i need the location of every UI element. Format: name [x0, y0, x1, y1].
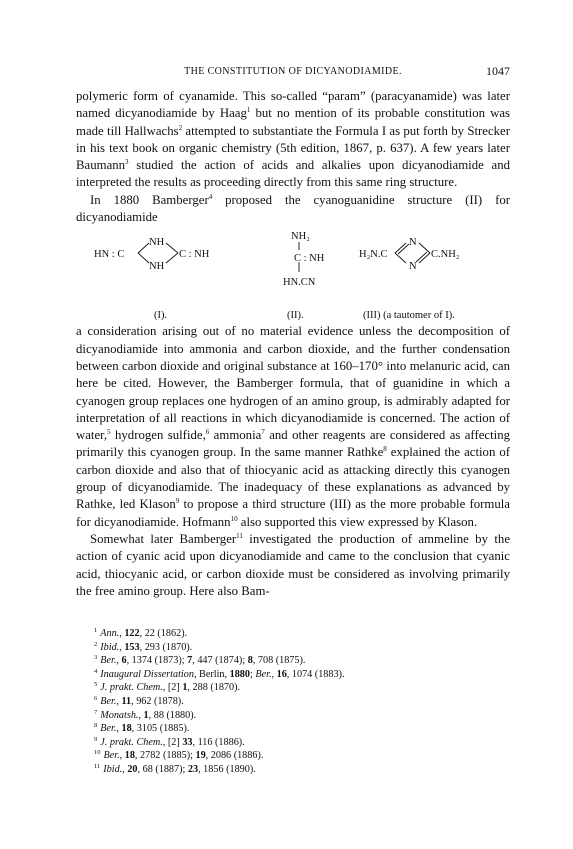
- formula-1-left: HN : C: [94, 249, 125, 261]
- footnote-text: ,: [119, 750, 125, 762]
- structural-formulas: [76, 228, 510, 321]
- footnote-text: ;: [249, 668, 256, 680]
- footnote-text: Ber.: [100, 695, 117, 707]
- page-number: 1047: [486, 64, 510, 78]
- footnote-text: 16: [276, 668, 287, 680]
- footnote-ref: 7: [261, 428, 265, 437]
- text-run: but no mention of its probable constitution was made till Hallwachs: [76, 106, 510, 138]
- text-run: polymeric form of cyanamide. This so-called “param” (paracyanamide) was later named dicyanodiamide by Haag: [76, 89, 510, 121]
- footnote: [94, 749, 514, 763]
- footnote-text: , 88 (1880).: [148, 709, 197, 721]
- formula-3-bottom: N: [409, 261, 417, 273]
- text-run: a consideration arising out of no material evidence unless the decomposition of dicyanodiamide into ammonia and carbon dioxide, and the further condensation between carbon dioxide and original substance at 160–170° into melanuric acid, can here be cited. However, the Bamberger formula, that of guanidine in which a cyanogen group replaces one hydrogen of an amino group, is admirably adapted for interpretation of all reactions in which dicyanodiamide is concerned. The action of water,: [76, 324, 510, 443]
- paragraph-2: [76, 192, 510, 227]
- bond-line: [138, 243, 149, 253]
- caption-iii: (III) (a tautomer of I).: [363, 310, 455, 322]
- text-run: attempted to substantiate the Formula I as put forth by Strecker in his text book on organic chemistry (5th edition, 1867, p. 637). A few years later Baumann: [76, 123, 510, 173]
- footnote-text: Ber.: [100, 723, 117, 735]
- footnote-text: ,: [271, 668, 277, 680]
- footnote-number: 9: [94, 735, 98, 743]
- footnote-text: , 2086 (1886).: [205, 750, 264, 762]
- footnote-text: ,: [119, 641, 125, 653]
- formula-2-middle: C : NH: [294, 253, 325, 265]
- text-run: studied the action of acids and alkalies upon dicyanodiamide and interpreted the results as proceeding directly from this same ring structure.: [76, 158, 510, 190]
- footnote-text: 19: [195, 750, 206, 762]
- formula-2-bottom: HN.CN: [283, 277, 316, 289]
- footnote: [94, 763, 514, 777]
- bond-line: [395, 253, 406, 263]
- footnote-ref: 3: [125, 158, 129, 167]
- footnote: [94, 709, 514, 723]
- footnote-number: 3: [94, 654, 98, 662]
- footnotes: [94, 627, 514, 777]
- footnote-text: , 288 (1870).: [187, 682, 241, 694]
- text-run: In 1880 Bamberger: [90, 192, 209, 207]
- footnote-number: 6: [94, 694, 98, 702]
- footnote-text: Ann.: [100, 628, 120, 639]
- footnote-ref: 10: [230, 514, 238, 523]
- text-run: and other reagents are considered as affecting primarily this cyanogen group. In the same manner Rathke: [76, 428, 510, 460]
- paragraph-1: [76, 88, 510, 192]
- footnote-text: , 1074 (1883).: [286, 668, 345, 680]
- footnote-number: 1: [94, 627, 98, 634]
- footnote-text: , [2]: [162, 736, 183, 748]
- footnote-text: ,: [116, 723, 122, 735]
- footnote: [94, 736, 514, 750]
- footnote-text: 11: [121, 695, 132, 707]
- formula-1-right: C : NH: [179, 249, 210, 261]
- formula-2-top: NH₂: [291, 231, 310, 243]
- caption-i: (I).: [154, 310, 168, 322]
- footnote-text: 18: [121, 723, 132, 735]
- footnote-text: , 116 (1886).: [192, 736, 245, 748]
- footnote-text: ,: [119, 628, 125, 639]
- footnote-ref: 11: [236, 531, 243, 540]
- footnote: [94, 654, 514, 668]
- footnote-text: 20: [127, 763, 138, 775]
- footnote-text: 1880: [229, 668, 250, 680]
- text-run: to propose a third structure (III) as the more probable formula for dicyanodiamide. Hofmann: [76, 497, 510, 529]
- paragraph-4: [76, 531, 510, 600]
- footnote: [94, 641, 514, 655]
- formula-3-right: C.NH₂: [431, 249, 460, 261]
- footnote-text: Inaugural Dissertation: [100, 668, 194, 680]
- running-header: [76, 66, 510, 80]
- footnote-number: 2: [94, 640, 98, 648]
- footnote-text: 1: [143, 709, 149, 721]
- footnote-number: 4: [94, 667, 98, 675]
- text-run: proposed the cyanoguanidine structure (II) for dicyanodiamide: [76, 192, 510, 225]
- footnote-text: Ber.: [100, 655, 117, 667]
- footnote-text: 1: [182, 682, 188, 694]
- footnote-text: , 1856 (1890).: [198, 763, 256, 775]
- caption-ii: (II).: [287, 310, 304, 322]
- footnote-text: , [2]: [162, 682, 183, 694]
- footnote-ref: 8: [383, 445, 387, 454]
- formula-1-bottom: NH: [149, 261, 165, 273]
- footnote-number: 8: [94, 722, 98, 730]
- bond-line: [138, 253, 149, 263]
- footnote-text: , 2782 (1885);: [134, 750, 196, 762]
- footnote: [94, 627, 514, 641]
- footnote-text: ,: [138, 709, 144, 721]
- text-run: investigated the production of ammeline by the action of cyanic acid upon dicyanodiamide and came to the conclusion that cyanic acid, thiocyanic acid, or carbon dioxide must be considered as involving primarily the free amino group. Here also Bam-: [76, 531, 510, 598]
- footnote-text: Monatsh.: [100, 709, 139, 721]
- text-run: hydrogen sulfide,: [110, 428, 206, 443]
- footnote-text: , 22 (1862).: [139, 628, 188, 639]
- bond-line: [419, 243, 430, 253]
- footnote: [94, 722, 514, 736]
- footnote-text: 6: [121, 655, 127, 667]
- footnote-number: 10: [94, 749, 101, 757]
- footnote-text: ,: [116, 695, 122, 707]
- footnote: [94, 668, 514, 682]
- footnote: [94, 695, 514, 709]
- footnote-text: Ber.: [103, 750, 120, 762]
- footnote-text: , 68 (1887);: [137, 763, 188, 775]
- footnote-number: 5: [94, 681, 98, 689]
- formula-3-left: H₂N.C: [359, 249, 388, 261]
- footnote-text: ,: [116, 655, 122, 667]
- text-run: Somewhat later Bamberger: [90, 531, 237, 546]
- text-run: explained the action of carbon dioxide and also that of thiocyanic acid as attacking directly this cyanogen group of dicyanodiamide. The inadequacy of these explanations as advanced by Rathke, led Klason: [76, 445, 510, 512]
- text-run: also supported this view expressed by Klason.: [237, 514, 478, 529]
- footnote-ref: 4: [208, 192, 213, 201]
- footnote-text: , Berlin,: [193, 668, 230, 680]
- formula-3-top: N: [409, 237, 417, 249]
- footnote-number: 11: [94, 762, 101, 770]
- footnote-ref: 1: [246, 106, 251, 115]
- footnote-text: , 3105 (1885).: [131, 723, 190, 735]
- bond-line: [166, 243, 178, 253]
- footnote-text: 7: [187, 655, 193, 667]
- footnote-text: ,: [122, 763, 128, 775]
- text-run: ammonia: [209, 428, 262, 443]
- footnote-text: J. prakt. Chem.: [100, 736, 163, 748]
- footnote-text: , 293 (1870).: [139, 641, 193, 653]
- footnote-text: 153: [124, 641, 140, 653]
- footnote-text: Ibid.: [100, 641, 120, 653]
- footnote-text: 23: [187, 763, 199, 775]
- footnote-text: Ibid.: [103, 763, 123, 775]
- footnote-number: 7: [94, 708, 98, 716]
- footnote-text: Ber.: [255, 668, 272, 680]
- footnote-ref: 2: [178, 123, 183, 132]
- footnote-text: 8: [247, 655, 253, 667]
- footnote-text: , 447 (1874);: [192, 655, 248, 667]
- formula-1-top: NH: [149, 237, 165, 249]
- footnote-ref: 6: [205, 428, 210, 437]
- bond-line: [166, 253, 178, 263]
- footnote-ref: 9: [175, 497, 180, 506]
- footnote-text: 18: [124, 750, 135, 762]
- running-title: THE CONSTITUTION OF DICYANODIAMIDE.: [184, 66, 402, 77]
- footnote-text: , 962 (1878).: [131, 695, 184, 707]
- footnote: [94, 681, 514, 695]
- footnote-text: , 708 (1875).: [252, 655, 306, 667]
- footnote-text: , 1374 (1873);: [126, 655, 188, 667]
- paragraph-3: [76, 323, 510, 531]
- footnote-ref: 5: [107, 428, 111, 437]
- footnote-text: 122: [124, 628, 140, 639]
- footnote-text: 33: [182, 736, 193, 748]
- article-body: [76, 88, 510, 600]
- footnote-text: J. prakt. Chem.: [100, 682, 163, 694]
